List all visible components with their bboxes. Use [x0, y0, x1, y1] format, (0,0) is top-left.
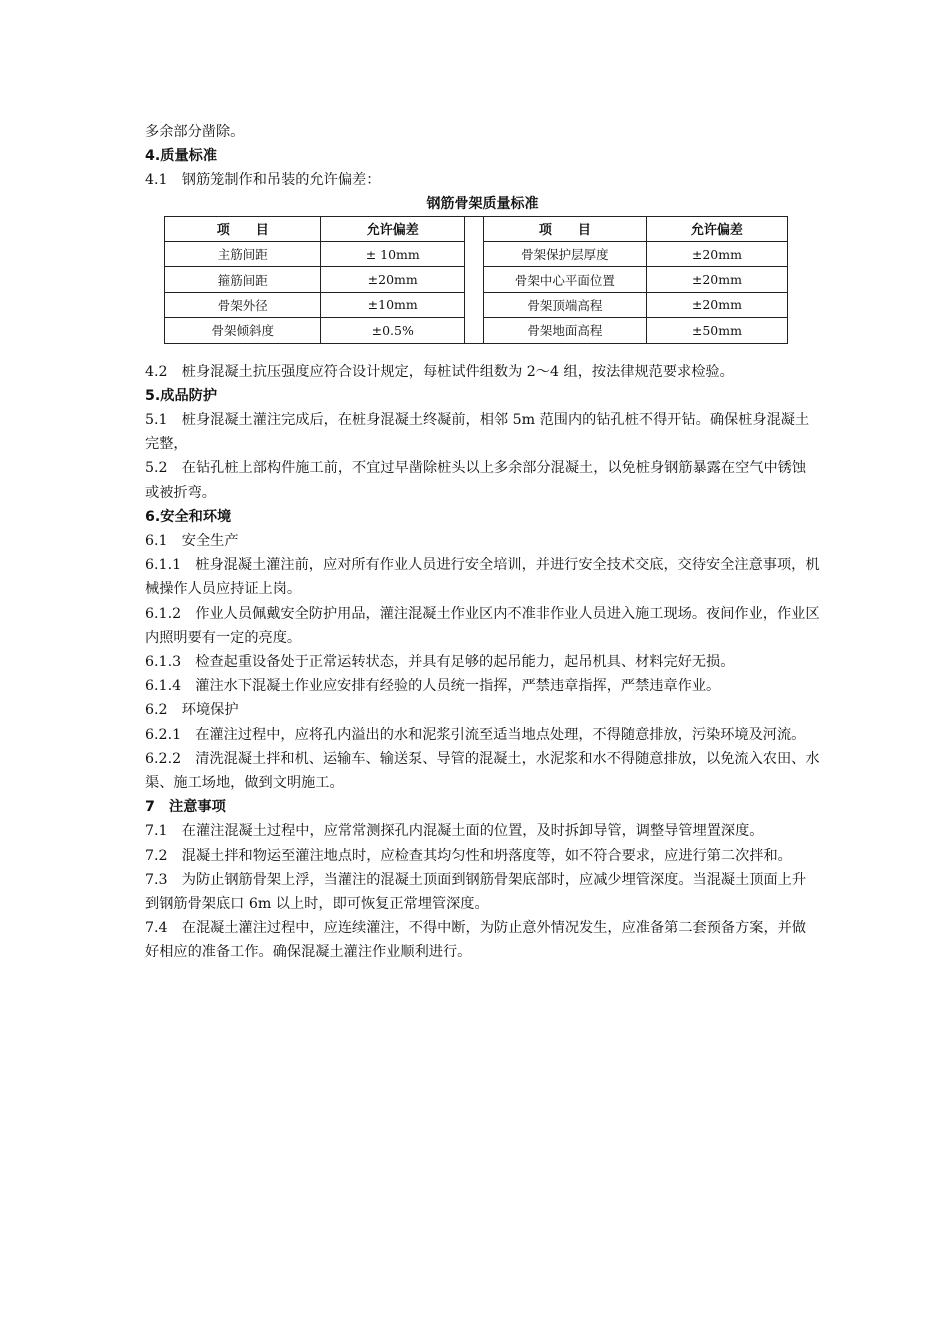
table-caption: 钢筋骨架质量标准 — [426, 195, 539, 212]
cell-item: 骨架保护层厚度 — [484, 242, 647, 267]
cell-item: 箍筋间距 — [165, 267, 321, 292]
section-heading: 4.质量标准 — [145, 148, 218, 165]
cell-item: 骨架外径 — [165, 292, 321, 317]
paragraph: 5.1 桩身混凝土灌注完成后，在桩身混凝土终凝前，相邻 5m 范围内的钻孔桩不得开钻。确保桩身混凝土完整， — [145, 412, 810, 453]
table-row — [484, 242, 788, 267]
paragraph: 7.4 在混凝土灌注过程中，应连续灌注，不得中断，为防止意外情况发生，应准备第二套预备方案，并做好相应的准备工作。确保混凝土灌注作业顺利进行。 — [145, 920, 807, 961]
cell-tolerance: ±20mm — [646, 292, 787, 317]
cell-item: 骨架中心平面位置 — [484, 267, 647, 292]
quality-table — [164, 216, 789, 344]
cell-tolerance: ±10mm — [321, 292, 465, 317]
body-paragraphs — [145, 360, 820, 965]
section-heading: 5.成品防护 — [145, 387, 218, 404]
header-tolerance: 允许偏差 — [321, 216, 465, 241]
paragraph: 6.2.1 在灌注过程中，应将孔内溢出的水和泥浆引流至适当地点处理，不得随意排放，污染环境及河流。 — [145, 726, 806, 743]
cell-item: 骨架倾斜度 — [165, 318, 321, 343]
paragraph: 6.1.1 桩身混凝土灌注前，应对所有作业人员进行安全培训，并进行安全技术交底，交待安全注意事项，机械操作人员应持证上岗。 — [145, 557, 820, 598]
cell-item: 骨架顶端高程 — [484, 292, 647, 317]
paragraph: 5.2 在钻孔桩上部构件施工前，不宜过早凿除桩头以上多余部分混凝土，以免桩身钢筋暴露在空气中锈蚀或被折弯。 — [145, 460, 807, 501]
header-item: 项 目 — [484, 216, 647, 241]
cell-item: 主筋间距 — [165, 242, 321, 267]
paragraph: 7.3 为防止钢筋骨架上浮，当灌注的混凝土顶面到钢筋骨架底部时，应减少埋管深度。当混凝土顶面上升到钢筋骨架底口 6m 以上时，即可恢复正常埋管深度。 — [145, 871, 807, 913]
paragraph: 多余部分凿除。 — [145, 124, 245, 140]
cell-tolerance: ±0.5% — [321, 318, 465, 343]
paragraph: 7.1 在灌注混凝土过程中，应常常测探孔内混凝土面的位置，及时拆卸导管，调整导管埋置深度。 — [145, 823, 764, 840]
cell-tolerance: ±50mm — [646, 318, 787, 343]
table-left — [164, 216, 465, 344]
cell-item: 骨架地面高程 — [484, 318, 647, 343]
table-row — [165, 318, 465, 343]
paragraph: 6.2 环境保护 — [145, 702, 239, 719]
paragraph: 7.2 混凝土拌和物运至灌注地点时，应检查其均匀性和坍落度等，如不符合要求，应进行第二次拌和。 — [145, 847, 792, 864]
paragraph: 4.2 桩身混凝土抗压强度应符合设计规定，每桩试件组数为 2～4 组，按法律规范要求检验。 — [145, 363, 734, 380]
section-heading: 7 注意事项 — [145, 799, 226, 816]
top-paragraphs — [145, 120, 820, 193]
cell-tolerance: ±20mm — [646, 242, 787, 267]
table-row — [484, 318, 788, 343]
table-row — [165, 242, 465, 267]
paragraph: 6.1.3 检查起重设备处于正常运转状态，并具有足够的起吊能力，起吊机具、材料完好无损。 — [145, 654, 735, 671]
header-item: 项 目 — [165, 216, 321, 241]
table-row — [165, 267, 465, 292]
paragraph: 6.2.2 清洗混凝土拌和机、运输车、输送泵、导管的混凝土，水泥浆和水不得随意排放，以免流入农田、水渠、施工场地，做到文明施工。 — [145, 750, 820, 792]
cell-tolerance: ±20mm — [321, 267, 465, 292]
table-gap — [465, 216, 483, 344]
table-row — [484, 292, 788, 317]
table-right — [483, 216, 788, 344]
cell-tolerance: ± 10mm — [321, 242, 465, 267]
paragraph: 6.1.2 作业人员佩戴安全防护用品，灌注混凝土作业区内不准非作业人员进入施工现场。夜间作业，作业区内照明要有一定的亮度。 — [145, 605, 820, 646]
table-row — [484, 267, 788, 292]
document-page — [145, 120, 820, 965]
paragraph: 4.1 钢筋笼制作和吊装的允许偏差： — [145, 172, 381, 189]
section-heading: 6.安全和环境 — [145, 508, 232, 525]
cell-tolerance: ±20mm — [646, 267, 787, 292]
header-tolerance: 允许偏差 — [646, 216, 787, 241]
paragraph: 6.1 安全生产 — [145, 533, 239, 550]
paragraph: 6.1.4 灌注水下混凝土作业应安排有经验的人员统一指挥，严禁违章指挥，严禁违章作业。 — [145, 678, 721, 695]
table-row — [165, 292, 465, 317]
